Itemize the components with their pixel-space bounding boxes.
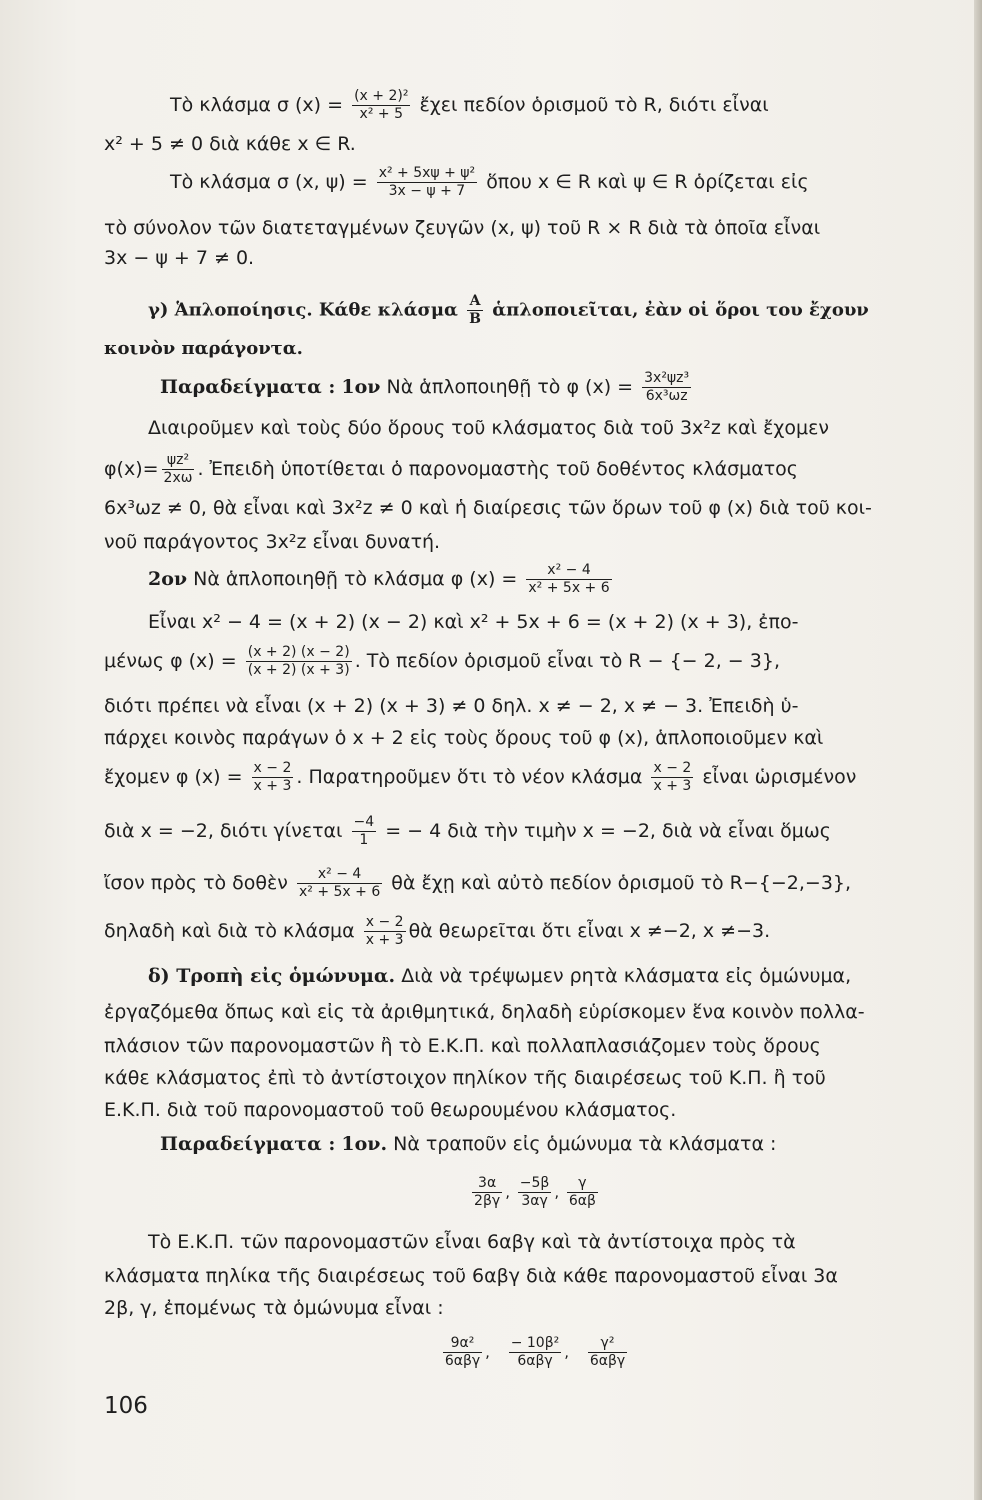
ex2-line4: διότι πρέπει νὰ εἶναι (x + 2) (x + 3) ≠ 0 δηλ. x ≠ − 2, x ≠ − 3. Ἐπειδὴ ὑ- <box>104 695 799 717</box>
fraction: $\frac{\text{x² + 5xψ + ψ²}}{3x - \psi + 7}$ <box>378 165 476 199</box>
fraction: $\frac{\text{x² − 4}}{\text{x² + 5x + 6}}$ <box>298 866 381 900</box>
ex3-number: 1ον. <box>341 1133 388 1155</box>
page-edge-shadow <box>974 0 982 1500</box>
ex2-line7 <box>104 814 966 849</box>
section-d-line4: κάθε κλάσματος ἐπὶ τὸ ἀντίστοιχον πηλίκον τῆς διαιρέσεως τοῦ Κ.Π. ἢ τοῦ <box>104 1067 826 1089</box>
section-d-line1 <box>104 960 966 992</box>
ex1-line5: νοῦ παράγοντος 3x²z εἶναι δυνατή. <box>104 531 441 553</box>
section-g-heading <box>104 293 966 328</box>
ex2-line9-post: θὰ θεωρεῖται ὅτι εἶναι x ≠−2, x ≠−3. <box>408 920 771 942</box>
para1-text-pre: Τὸ κλάσμα σ (x) = <box>170 94 344 116</box>
section-d-line3: πλάσιον τῶν παρονομαστῶν ἢ τὸ Ε.Κ.Π. καὶ πολλαπλασιάζομεν τοὺς ὅρους <box>104 1035 821 1057</box>
fraction: $\frac{A}{B}$ <box>469 293 481 327</box>
ex2-line6 <box>104 760 966 795</box>
ex2-line6-mid: . Παρατηροῦμεν ὅτι τὸ νέον κλάσμα <box>296 766 643 788</box>
para1-text-post: ἔχει πεδίον ὁρισμοῦ τὸ R, διότι εἶναι <box>419 94 769 116</box>
para2-line2: τὸ σύνολον τῶν διατεταγμένων ζευγῶν (x, ψ) τοῦ R × R διὰ τὰ ὁποῖα εἶναι <box>104 217 821 239</box>
para2-line1 <box>104 165 966 200</box>
section-g-heading-post: ἁπλοποιεῖται, ἐὰν οἱ ὅροι του ἔχουν <box>492 299 869 321</box>
ex3-line4: 2β, γ, ἐπομένως τὰ ὁμώνυμα εἶναι : <box>104 1297 444 1319</box>
ex1-label: Παραδείγματα : <box>160 376 336 398</box>
ex3-text: Νὰ τραποῦν εἰς ὁμώνυμα τὰ κλάσματα : <box>393 1133 777 1155</box>
para2-text-pre: Τὸ κλάσμα σ (x, ψ) = <box>170 171 368 193</box>
fraction: $\frac{x - 2}{x + 3}$ <box>253 760 292 794</box>
fraction: $\frac{\text{3x²ψz³}}{\text{6x³ωz}}$ <box>644 370 690 404</box>
section-g-heading-pre: γ) Ἁπλοποίησις. Κάθε κλάσμα <box>148 299 458 321</box>
ex2-line9-pre: δηλαδὴ καὶ διὰ τὸ κλάσμα <box>104 920 355 942</box>
ex3-fractions-row: $\frac{3\alpha}{2\beta\gamma}$ , $\frac{-5\beta}{3\alpha\gamma}$ , $\frac{\gamma}{6\alpha\beta}$ <box>474 1175 596 1209</box>
ex2-line3 <box>104 644 966 679</box>
fraction: $\frac{-4}{1}$ <box>353 814 375 848</box>
ex3-line1 <box>104 1128 966 1160</box>
para2-text-post: ὅπου x ∈ R καὶ ψ ∈ R ὁρίζεται εἰς <box>486 171 809 193</box>
ex2-line7-pre: διὰ x = −2, διότι γίνεται <box>104 820 343 842</box>
ex2-line1 <box>104 562 966 597</box>
fraction: $\frac{(x + 2) (x - 2)}{(x + 2) (x + 3)}$ <box>247 644 350 678</box>
fraction: $\frac{\gamma}{6\alpha\beta}$ <box>568 1175 596 1209</box>
para1-line1 <box>104 88 966 123</box>
ex2-line7-post: = − 4 διὰ τὴν τιμὴν x = −2, διὰ νὰ εἶναι ὅμως <box>385 820 831 842</box>
ex2-line8-pre: ἴσον πρὸς τὸ δοθὲν <box>104 872 288 894</box>
section-d-line2: ἐργαζόμεθα ὅπως καὶ εἰς τὰ ἀριθμητικά, δηλαδὴ εὑρίσκομεν ἕνα κοινὸν πολλα- <box>104 1001 865 1023</box>
section-d-text1: Διὰ νὰ τρέψωμεν ρητὰ κλάσματα εἰς ὁμώνυμα, <box>401 965 852 987</box>
ex3-line3: κλάσματα πηλίκα τῆς διαιρέσεως τοῦ 6αβγ διὰ κάθε παρονομαστοῦ εἶναι 3α <box>104 1265 838 1287</box>
ex2-line8-post: θὰ ἔχῃ καὶ αὐτὸ πεδίον ὁρισμοῦ τὸ R−{−2,−3}, <box>391 872 852 894</box>
ex2-line2: Εἶναι x² − 4 = (x + 2) (x − 2) καὶ x² + 5x + 6 = (x + 2) (x + 3), ἐπο- <box>148 611 799 633</box>
para1-line2: x² + 5 ≠ 0 διὰ κάθε x ∈ R. <box>104 133 356 155</box>
ex1-line3-post: . Ἐπειδὴ ὑποτίθεται ὁ παρονομαστὴς τοῦ δοθέντος κλάσματος <box>197 458 798 480</box>
fraction: $\frac{\text{(x + 2)²}}{\text{x² + 5}}$ <box>354 88 409 122</box>
section-d-heading: δ) Τροπὴ εἰς ὁμώνυμα. <box>148 965 396 987</box>
fraction: $\frac{\text{γ²}}{\text{6αβγ}}$ <box>589 1335 626 1369</box>
fraction: $\frac{\text{− 10β²}}{\text{6αβγ}}$ <box>510 1335 560 1369</box>
ex1-number: 1ον <box>341 376 381 398</box>
section-g-heading-line2: κοινὸν παράγοντα. <box>104 338 303 359</box>
ex2-line6-post: εἶναι ὡρισμένον <box>702 766 857 788</box>
fraction: $\frac{\text{x² − 4}}{\text{x² + 5x + 6}}$ <box>528 562 610 596</box>
ex1-line1 <box>104 370 966 405</box>
fraction: $\frac{-5\beta}{3\alpha\gamma}$ <box>519 1175 550 1209</box>
ex3-line2: Τὸ Ε.Κ.Π. τῶν παρονομαστῶν εἶναι 6αβγ καὶ τὰ ἀντίστοιχα πρὸς τὰ <box>148 1231 796 1253</box>
ex2-line9 <box>104 914 966 949</box>
ex2-line6-pre: ἔχομεν φ (x) = <box>104 766 243 788</box>
para2-line3: 3x − ψ + 7 ≠ 0. <box>104 247 255 269</box>
ex2-text-pre: Νὰ ἁπλοποιηθῇ τὸ κλάσμα φ (x) = <box>193 568 518 590</box>
ex1-line3 <box>104 452 966 487</box>
ex1-line2: Διαιροῦμεν καὶ τοὺς δύο ὅρους τοῦ κλάσματος διὰ τοῦ 3x²z καὶ ἔχομεν <box>148 417 829 439</box>
ex1-text-pre: Νὰ ἁπλοποιηθῇ τὸ φ (x) = <box>386 376 634 398</box>
fraction: $\frac{x - 2}{x + 3}$ <box>653 760 692 794</box>
section-d-line5: Ε.Κ.Π. διὰ τοῦ παρονομαστοῦ τοῦ θεωρουμένου κλάσματος. <box>104 1099 677 1121</box>
fraction: $\frac{x - 2}{x + 3}$ <box>365 914 404 948</box>
ex2-number: 2ον <box>148 568 188 590</box>
fraction: $\frac{3\alpha}{2\beta\gamma}$ <box>474 1175 501 1209</box>
ex2-line8 <box>104 866 966 901</box>
ex2-line3-pre: μένως φ (x) = <box>104 650 237 672</box>
ex3-result-row: $\frac{\text{9α²}}{\text{6αβγ}}$ , $\frac{\text{− 10β²}}{\text{6αβγ}}$ , $\frac{\text{γ²}}{\text{6αβγ}}$ <box>444 1335 626 1369</box>
ex2-line5: πάρχει κοινὸς παράγων ὁ x + 2 εἰς τοὺς ὅρους τοῦ φ (x), ἁπλοποιοῦμεν καὶ <box>104 727 824 749</box>
ex2-line3-post: . Τὸ πεδίον ὁρισμοῦ εἶναι τὸ R − {− 2, − 3}, <box>354 650 780 672</box>
fraction: $\frac{\text{9α²}}{\text{6αβγ}}$ <box>444 1335 481 1369</box>
fraction: $\frac{\text{ψz²}}{2x\omega}$ <box>163 452 193 486</box>
ex3-label: Παραδείγματα : <box>160 1133 336 1155</box>
ex1-line3-pre: φ(x)= <box>104 458 159 480</box>
ex1-line4: 6x³ωz ≠ 0, θὰ εἶναι καὶ 3x²z ≠ 0 καὶ ἡ διαίρεσις τῶν ὅρων τοῦ φ (x) διὰ τοῦ κοι- <box>104 497 872 519</box>
page-number: 106 <box>104 1393 148 1419</box>
